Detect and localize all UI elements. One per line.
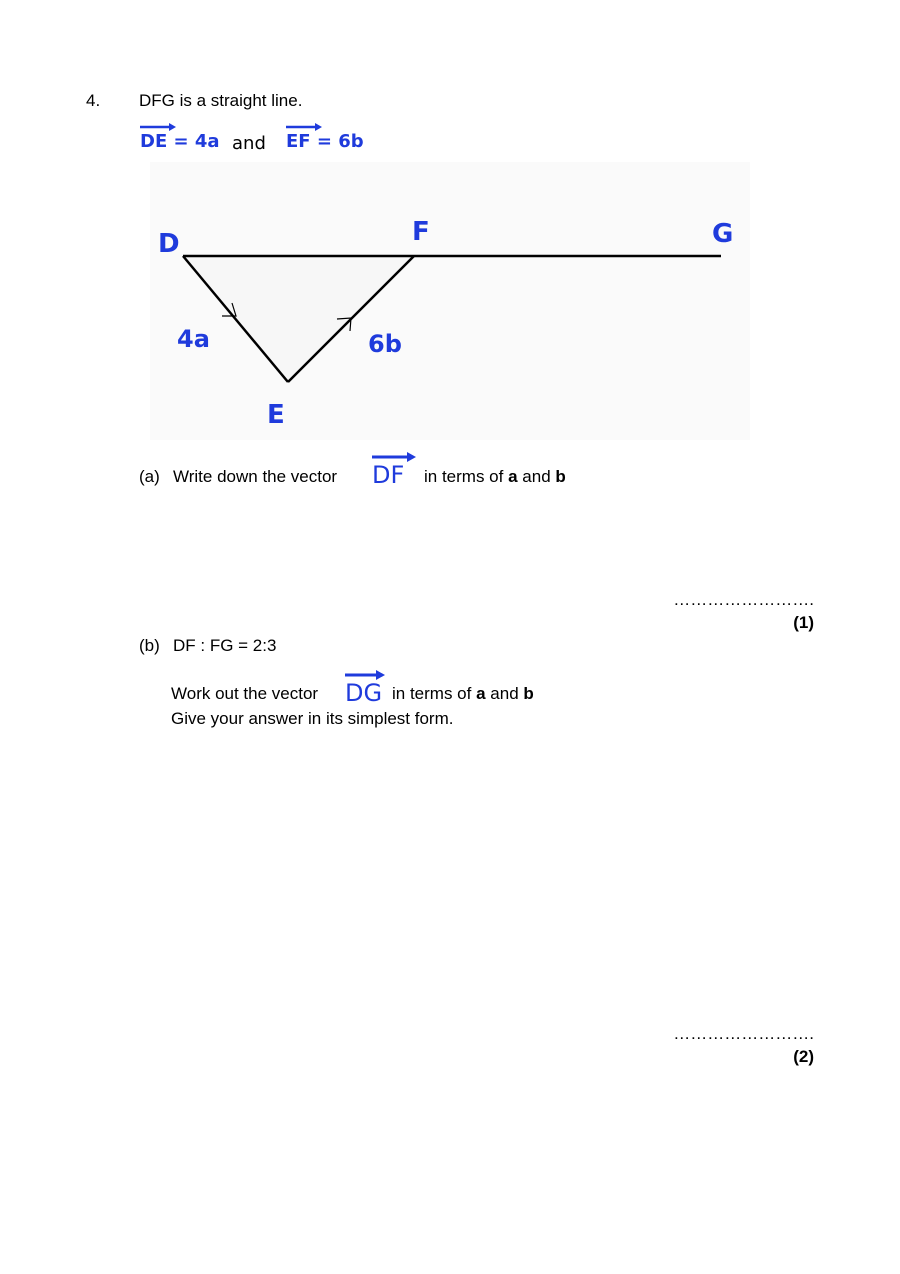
point-g-label: G <box>712 219 734 249</box>
part-b-var-b: b <box>523 684 534 703</box>
part-b-and: and <box>490 684 519 703</box>
part-a-vector-label: DF <box>372 461 405 489</box>
part-a-terms-text: in terms of <box>424 467 504 486</box>
part-a-terms <box>424 467 566 487</box>
part-b-var-a: a <box>476 684 486 703</box>
side-ef-label: 6b <box>368 330 402 358</box>
side-de-label: 4a <box>177 325 210 353</box>
point-d-label: D <box>158 229 180 259</box>
point-e-label: E <box>267 400 285 430</box>
part-a-label: (a) <box>139 467 160 486</box>
part-b-terms-text: in terms of <box>392 684 472 703</box>
part-b-label: (b) <box>139 636 160 655</box>
question-number: 4. <box>86 91 101 110</box>
part-a-var-b: b <box>555 467 566 486</box>
part-b-vector <box>345 679 382 707</box>
part-a-text: Write down the vector <box>173 467 338 486</box>
part-b-marks: (2) <box>793 1047 814 1066</box>
part-b-instruction: Give your answer in its simplest form. <box>171 709 454 728</box>
part-b-terms <box>392 684 534 704</box>
vector-ef-label: EF <box>286 131 311 152</box>
part-b-vector-label: DG <box>345 679 383 707</box>
triangle-diagram <box>0 0 900 440</box>
part-a-answer-line[interactable]: ……………………. <box>673 590 814 609</box>
part-a-marks: (1) <box>793 613 814 632</box>
given-and: and <box>232 133 266 154</box>
vector-arrow-icon <box>372 451 418 463</box>
part-b-ratio: DF : FG = 2:3 <box>173 636 277 655</box>
vector-arrow-icon <box>345 669 391 681</box>
given-de-value: = 4a <box>173 131 220 152</box>
part-a-var-a: a <box>508 467 518 486</box>
given-ef-value: = 6b <box>316 131 364 152</box>
vector-de-label: DE <box>140 131 168 152</box>
part-a-vector <box>372 461 404 489</box>
part-b-text: Work out the vector <box>171 684 319 703</box>
question-intro: DFG is a straight line. <box>139 91 303 110</box>
part-a-and: and <box>522 467 551 486</box>
part-b-answer-line[interactable]: ……………………. <box>673 1024 814 1043</box>
point-f-label: F <box>412 217 430 247</box>
